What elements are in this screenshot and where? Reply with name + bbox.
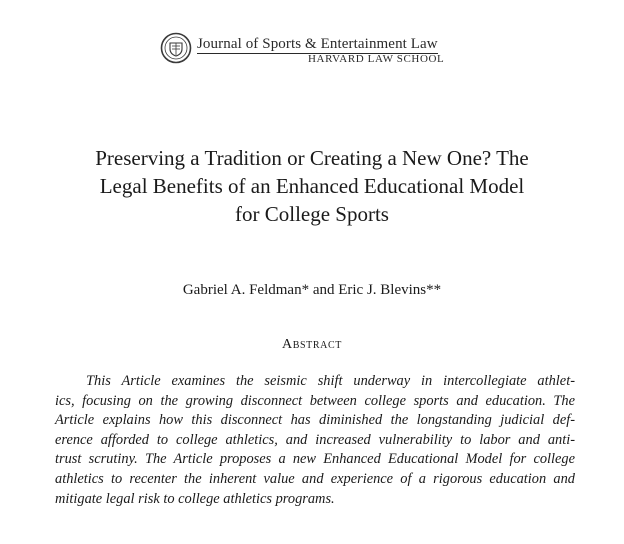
abstract-line: mitigate legal risk to college athletics programs. [55,490,335,507]
title-line: for College Sports [235,202,389,226]
article-title [40,144,584,228]
harvard-seal-icon [160,32,192,64]
abstract-line: Article explains how this disconnect has diminished the longstanding judicial def- [55,412,575,429]
abstract-line: erence afforded to college athletics, and increased vulnerability to labor and anti- [55,431,575,448]
abstract-body [55,372,575,509]
title-line: Legal Benefits of an Enhanced Educational Model [99,174,525,198]
title-line: Preserving a Tradition or Creating a New One? The [95,146,529,170]
journal-name: Journal of Sports & Entertainment Law [197,36,438,52]
journal-masthead [160,31,460,67]
abstract-heading: Abstract [282,337,342,352]
school-name: HARVARD LAW SCHOOL [308,53,445,65]
abstract-line: This Article examines the seismic shift underway in intercollegiate athlet- [86,373,575,389]
abstract-line: ics, focusing on the growing disconnect between college sports and education. The [55,392,575,409]
article-authors: Gabriel A. Feldman* and Eric J. Blevins** [182,282,442,298]
abstract-line: trust scrutiny. The Article proposes a new Enhanced Educational Model for college [55,451,575,468]
abstract-line: athletics to recenter the inherent value and experience of a rigorous education and [55,470,575,487]
